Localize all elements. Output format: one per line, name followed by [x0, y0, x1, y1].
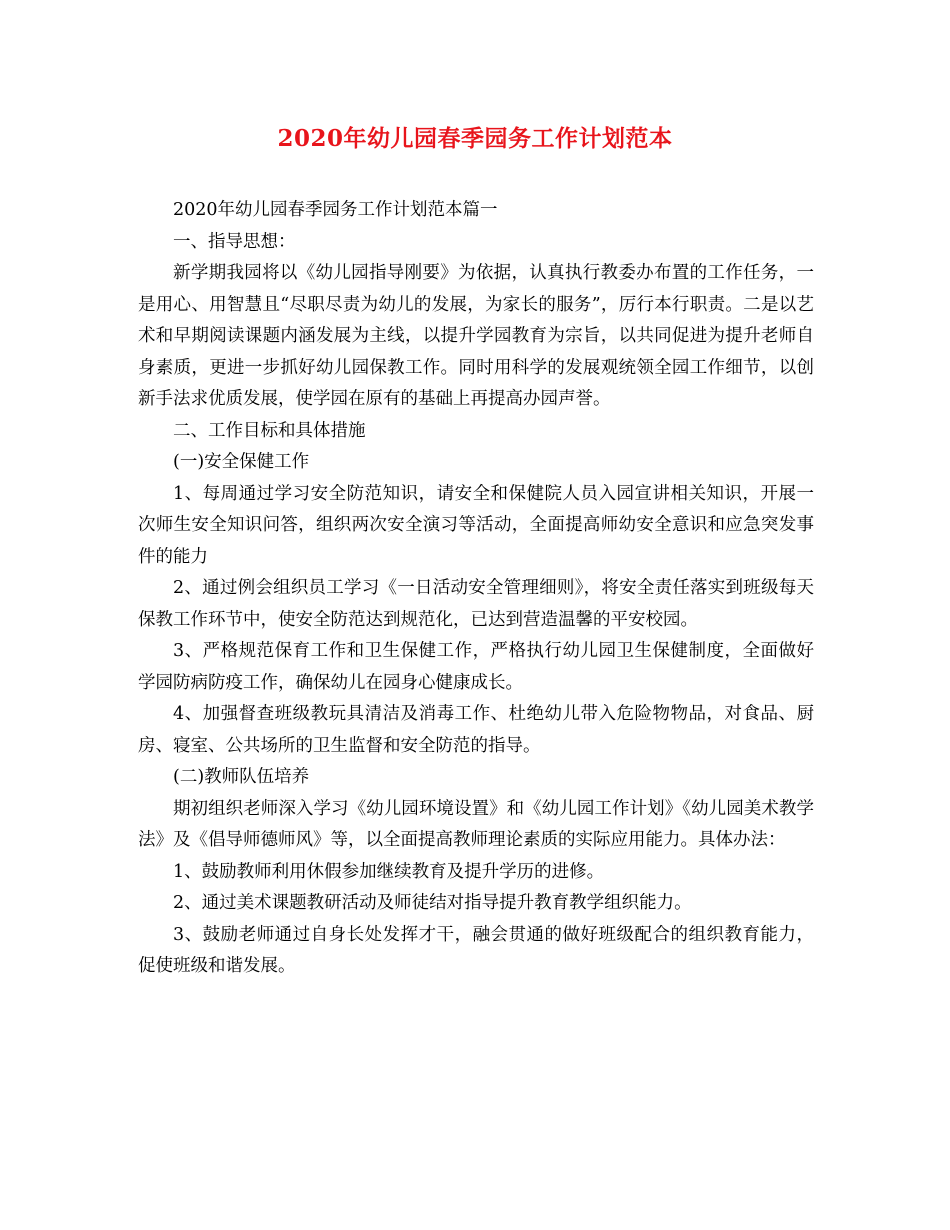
- paragraph: 新学期我园将以《幼儿园指导刚要》为依据，认真执行教委办布置的工作任务，一是用心、用智慧且“尽职尽责为幼儿的发展，为家长的服务”，厉行本行职责。二是以艺术和早期阅读课题内涵发展为主线，以提升学园教育为宗旨，以共同促进为提升老师自身素质，更进一步抓好幼儿园保教工作。同时用科学的发展观统领全园工作细节，以创新手法求优质发展，使学园在原有的基础上再提高办园声誉。: [138, 263, 814, 409]
- paragraph: 期初组织老师深入学习《幼儿园环境设置》和《幼儿园工作计划》《幼儿园美术教学法》及《倡导师德师风》等，以全面提高教师理论素质的实际应用能力。具体办法：: [138, 798, 814, 850]
- list-item: 1、鼓励教师利用休假参加继续教育及提升学历的进修。: [173, 861, 605, 882]
- document-body: [138, 195, 814, 983]
- section-heading: 2020年幼儿园春季园务工作计划范本篇一: [173, 200, 498, 220]
- list-item: 4、加强督查班级教玩具清洁及消毒工作、杜绝幼儿带入危险物物品，对食品、厨房、寝室、公共场所的卫生监督和安全防范的指导。: [138, 704, 814, 756]
- document-title: 2020年幼儿园春季园务工作计划范本: [277, 125, 673, 152]
- list-item: 3、鼓励老师通过自身长处发挥才干，融会贯通的做好班级配合的组织教育能力，促使班级和谐发展。: [138, 924, 814, 976]
- subheading-guiding-ideology: 一、指导思想：: [173, 231, 296, 252]
- list-item: 2、通过例会组织员工学习《一日活动安全管理细则》，将安全责任落实到班级每天保教工作环节中，使安全防范达到规范化，已达到营造温馨的平安校园。: [138, 578, 814, 630]
- subheading-safety-health: (一)安全保健工作: [173, 452, 310, 472]
- subheading-goals-measures: 二、工作目标和具体措施: [173, 420, 366, 441]
- list-item: 1、每周通过学习安全防范知识，请安全和保健院人员入园宣讲相关知识，开展一次师生安全知识问答，组织两次安全演习等活动，全面提高师幼安全意识和应急突发事件的能力: [138, 483, 814, 567]
- list-item: 2、通过美术课题教研活动及师徒结对指导提升教育教学组织能力。: [173, 893, 692, 913]
- list-item: 3、严格规范保育工作和卫生保健工作，严格执行幼儿园卫生保健制度，全面做好学园防病防疫工作，确保幼儿在园身心健康成长。: [138, 641, 814, 693]
- subheading-teacher-training: (二)教师队伍培养: [173, 767, 310, 787]
